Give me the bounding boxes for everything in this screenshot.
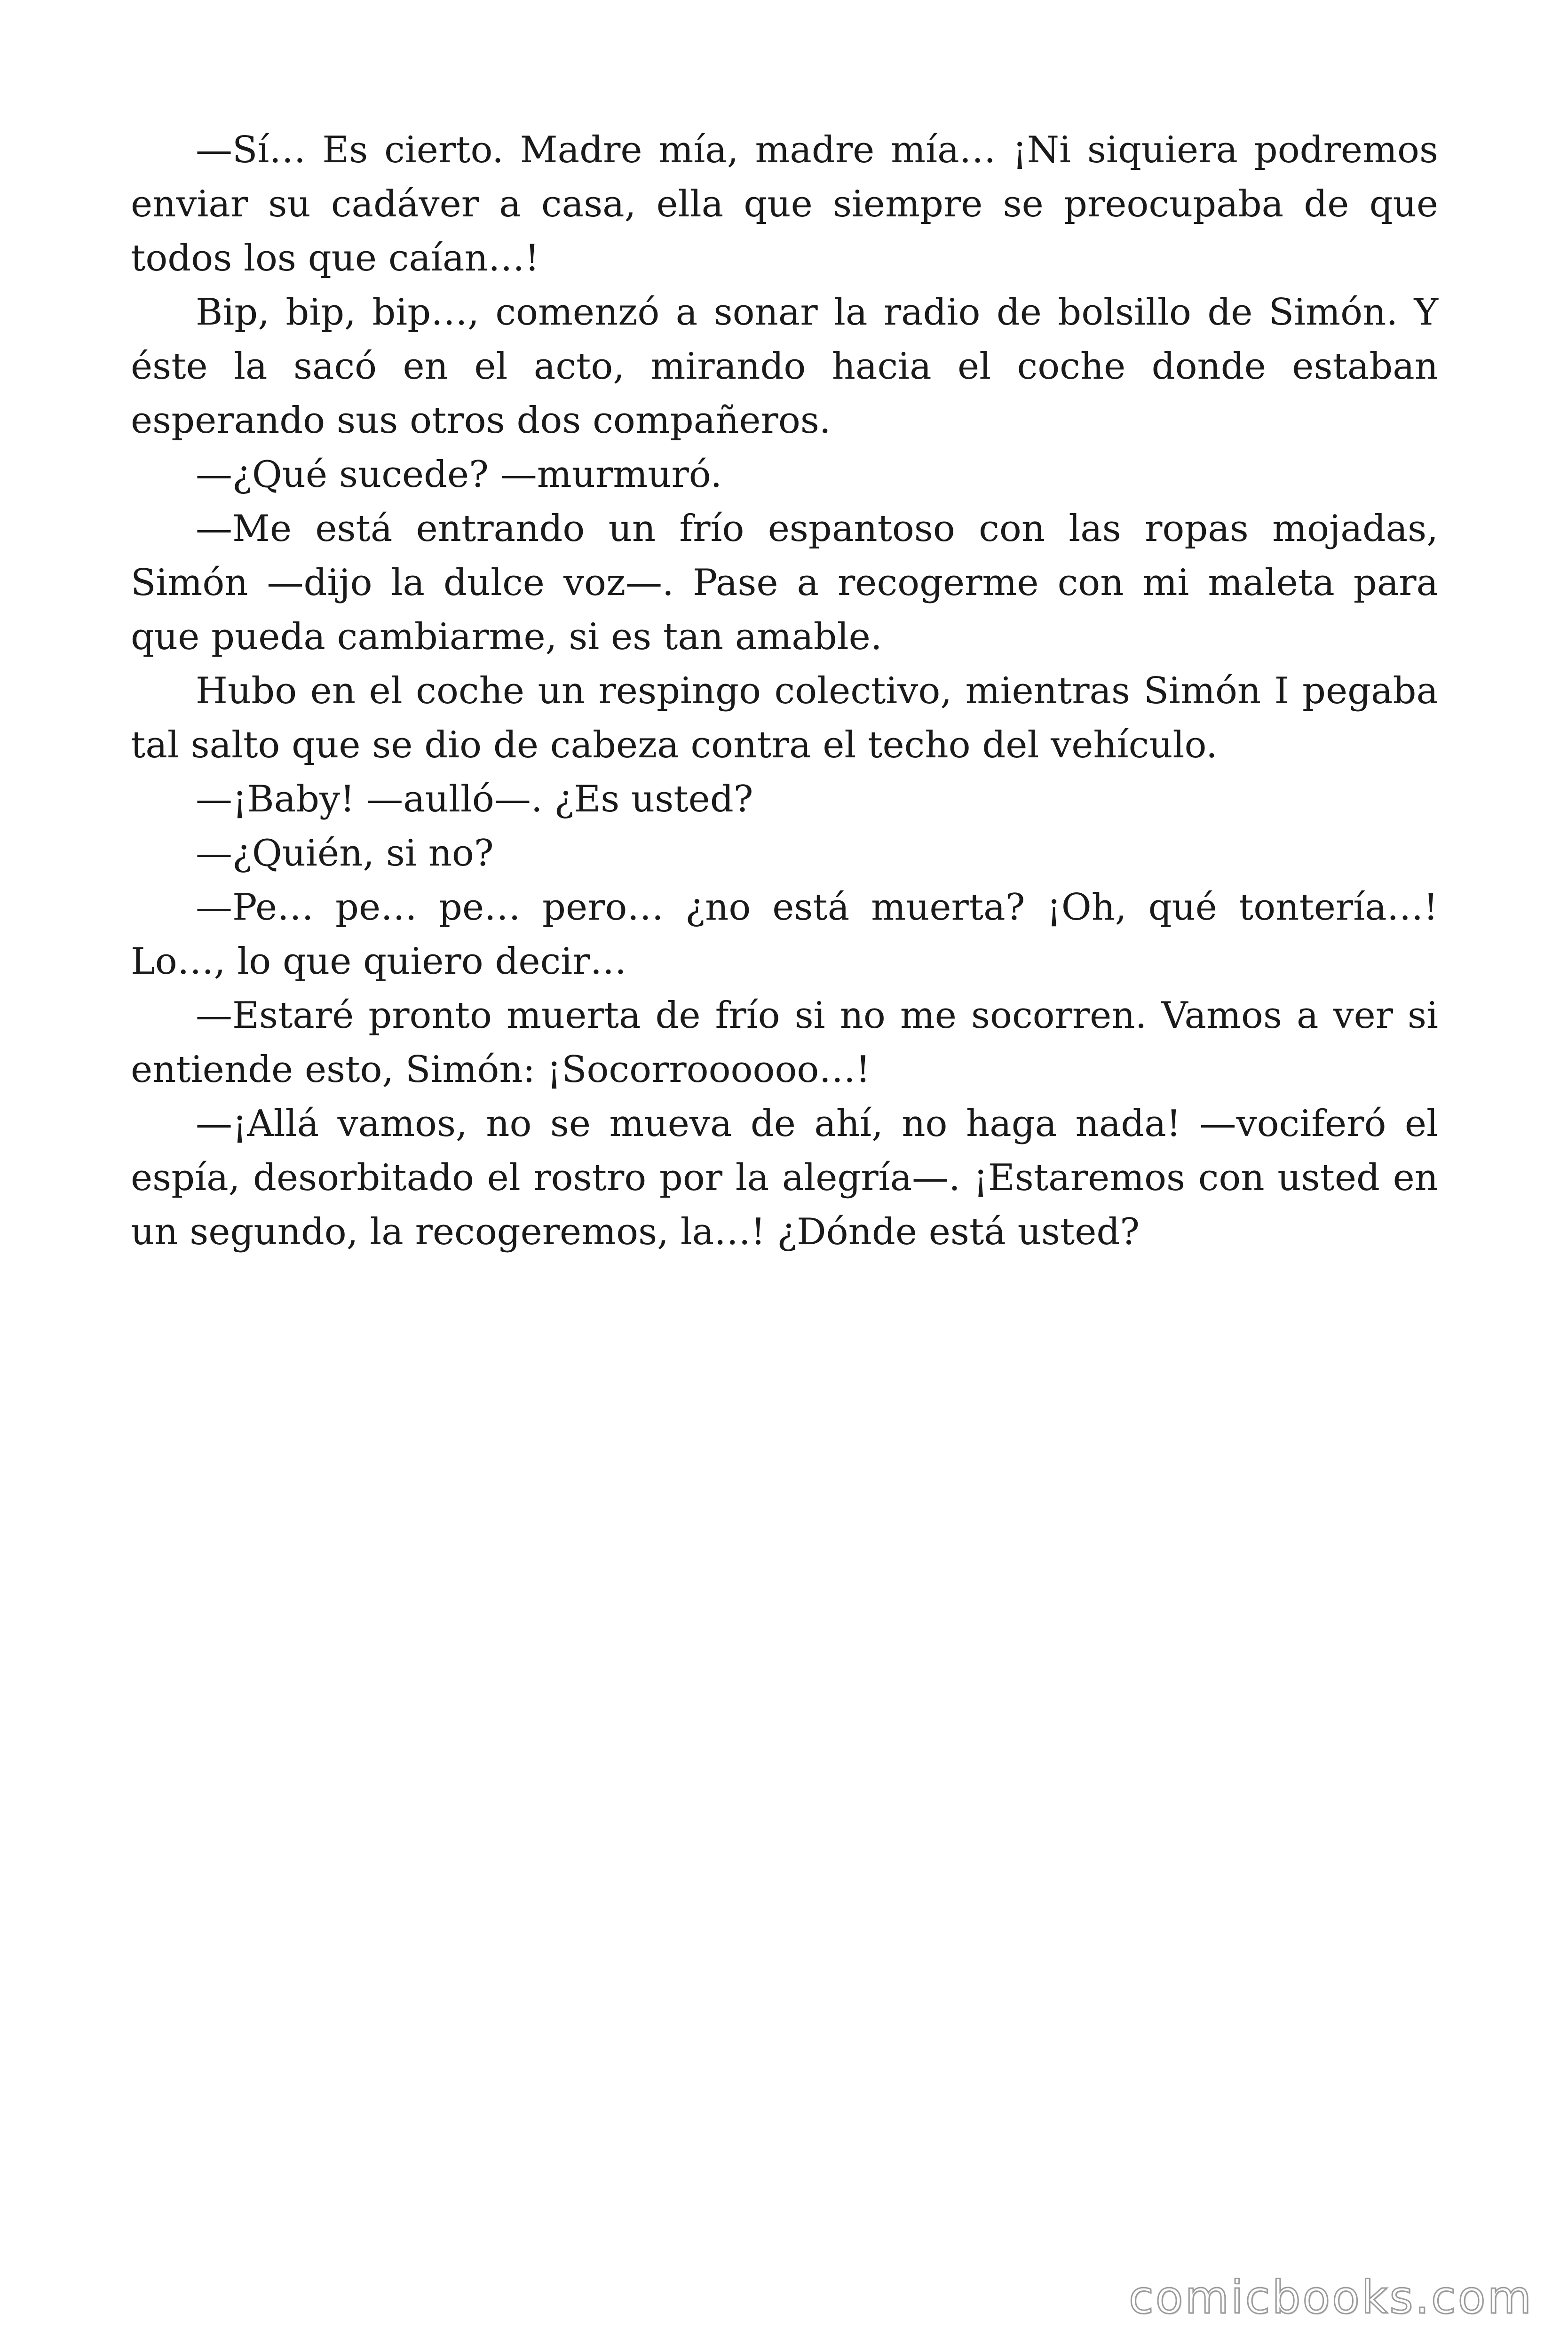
paragraph: —Sí… Es cierto. Madre mía, madre mía… ¡Ni siquiera podremos enviar su cadáver a casa, ella que siempre se preocupaba de que todos los que caían…! [131, 129, 1438, 279]
paragraph: —¡Allá vamos, no se mueva de ahí, no haga nada! —vociferó el espía, desorbitado el rostro por la alegría—. ¡Estaremos con usted en un segundo, la recogeremos, la…! ¿Dónde está usted? [131, 1103, 1438, 1253]
paragraph: —Me está entrando un frío espantoso con las ropas mojadas, Simón —dijo la dulce voz—. Pase a recogerme con mi maleta para que pueda cambiarme, si es tan amable. [131, 508, 1438, 658]
body-text [131, 123, 1438, 1259]
paragraph: Hubo en el coche un respingo colectivo, mientras Simón I pegaba tal salto que se dio de cabeza contra el techo del vehículo. [131, 670, 1438, 766]
paragraph: —¿Qué sucede? —murmuró. [196, 453, 722, 496]
paragraph: —Estaré pronto muerta de frío si no me socorren. Vamos a ver si entiende esto, Simón: ¡Socorroooooo…! [131, 994, 1438, 1091]
watermark: comicbooks.com [1128, 2271, 1533, 2324]
paragraph: —¡Baby! —aulló—. ¿Es usted? [196, 778, 753, 820]
paragraph: —¿Quién, si no? [196, 832, 494, 874]
paragraph: —Pe… pe… pe… pero… ¿no está muerta? ¡Oh, qué tontería…! Lo…, lo que quiero decir… [131, 886, 1438, 983]
paragraph: Bip, bip, bip…, comenzó a sonar la radio de bolsillo de Simón. Y éste la sacó en el acto, mirando hacia el coche donde estaban esperando sus otros dos compañeros. [131, 291, 1438, 442]
